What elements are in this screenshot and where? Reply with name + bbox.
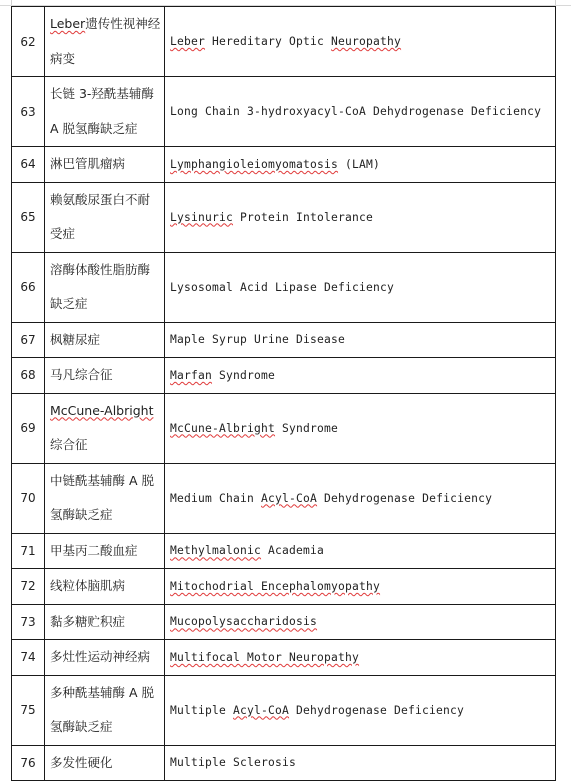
row-number: 74	[12, 640, 45, 676]
english-name-cell	[165, 745, 556, 781]
row-number: 63	[12, 77, 45, 147]
table-row	[12, 604, 556, 640]
ruler-tick	[11, 0, 12, 5]
chinese-name-cell	[45, 569, 165, 605]
table-row	[12, 7, 556, 77]
english-name-text: Mucopolysaccharidosis	[170, 615, 318, 629]
english-name-cell	[165, 77, 556, 147]
row-number: 70	[12, 463, 45, 533]
chinese-name-text: 中链酰基辅酶 A 脱氢酶缺乏症	[50, 472, 154, 522]
table-row	[12, 252, 556, 322]
row-number: 62	[12, 7, 45, 77]
row-number: 68	[12, 358, 45, 394]
chinese-name-cell	[45, 463, 165, 533]
chinese-name-cell	[45, 640, 165, 676]
english-name-text: Syndrome	[212, 368, 276, 382]
english-name-cell	[165, 7, 556, 77]
english-name-cell	[165, 463, 556, 533]
english-name-cell	[165, 640, 556, 676]
english-name-text: Lysinuric	[170, 210, 234, 224]
row-number: 66	[12, 252, 45, 322]
table-row	[12, 322, 556, 358]
chinese-name-text: Leber	[50, 16, 86, 31]
english-name-text: Acyl-CoA	[233, 703, 290, 717]
row-number: 67	[12, 322, 45, 358]
chinese-name-text: 多种酰基辅酶 A 脱氢酶缺乏症	[50, 684, 154, 734]
table-row	[12, 745, 556, 781]
english-name-text: Marfan	[170, 368, 213, 382]
english-name-cell	[165, 604, 556, 640]
chinese-name-text: 赖氨酸尿蛋白不耐受症	[50, 191, 151, 241]
chinese-name-text: 遗传性视神经病变	[50, 16, 161, 66]
chinese-name-cell	[45, 147, 165, 183]
chinese-name-text: 枫糖尿症	[50, 331, 101, 347]
row-number: 73	[12, 604, 45, 640]
table-row	[12, 569, 556, 605]
chinese-name-cell	[45, 7, 165, 77]
english-name-text: McCune-Albright	[170, 421, 276, 435]
english-name-cell	[165, 322, 556, 358]
chinese-name-cell	[45, 604, 165, 640]
chinese-name-cell	[45, 393, 165, 463]
chinese-name-cell	[45, 252, 165, 322]
row-number: 65	[12, 182, 45, 252]
row-number: 69	[12, 393, 45, 463]
english-name-text: Methylmalonic	[170, 544, 262, 558]
chinese-name-cell	[45, 182, 165, 252]
row-number: 72	[12, 569, 45, 605]
chinese-name-text: 长链 3-羟酰基辅酶 A 脱氢酶缺乏症	[50, 86, 154, 136]
english-name-text: Mitochodrial Encephalomyopathy	[170, 579, 381, 593]
chinese-name-cell	[45, 322, 165, 358]
table-row	[12, 393, 556, 463]
table-row	[12, 675, 556, 745]
english-name-text: (LAM)	[338, 157, 381, 171]
english-name-cell	[165, 147, 556, 183]
english-name-text: Long Chain 3-hydroxyacyl-CoA Dehydrogenase Deficiency	[170, 105, 542, 118]
table-row	[12, 358, 556, 394]
chinese-name-text: McCune-Albright	[50, 402, 154, 418]
english-name-text: Neuropathy	[331, 35, 402, 48]
english-name-cell	[165, 182, 556, 252]
rare-disease-table	[11, 6, 556, 781]
english-name-text: Lysosomal Acid Lipase Deficiency	[170, 280, 395, 294]
chinese-name-cell	[45, 675, 165, 745]
row-number: 75	[12, 675, 45, 745]
chinese-name-text: 综合征	[50, 437, 88, 452]
english-name-cell	[165, 569, 556, 605]
english-name-cell	[165, 533, 556, 569]
english-name-cell	[165, 252, 556, 322]
english-name-text: Multiple	[170, 703, 234, 717]
chinese-name-text: 淋巴管肌瘤病	[50, 156, 126, 171]
chinese-name-text: 马凡综合征	[50, 367, 113, 382]
table-row	[12, 640, 556, 676]
chinese-name-cell	[45, 358, 165, 394]
english-name-text: Protein Intolerance	[233, 210, 374, 224]
english-name-cell	[165, 675, 556, 745]
english-name-text: Syndrome	[275, 421, 339, 435]
english-name-cell	[165, 393, 556, 463]
chinese-name-text: 溶酶体酸性脂肪酶缺乏症	[50, 261, 151, 311]
chinese-name-text: 多发性硬化	[50, 754, 113, 770]
english-name-text: Academia	[261, 544, 325, 558]
english-name-cell	[165, 358, 556, 394]
table-row	[12, 147, 556, 183]
english-name-text: Acyl-CoA	[261, 491, 318, 505]
chinese-name-text: 黏多糖贮积症	[50, 613, 126, 629]
english-name-text: Dehydrogenase Deficiency	[317, 491, 493, 505]
chinese-name-text: 甲基丙二酸血症	[50, 542, 138, 558]
english-name-text: Multifocal Motor Neuropathy	[170, 650, 360, 664]
row-number: 71	[12, 533, 45, 569]
ruler-tick	[555, 0, 556, 5]
row-number: 64	[12, 147, 45, 183]
english-name-text: Medium Chain	[170, 491, 262, 505]
row-number: 76	[12, 745, 45, 781]
chinese-name-cell	[45, 77, 165, 147]
english-name-text: Dehydrogenase Deficiency	[289, 703, 465, 717]
chinese-name-text: 多灶性运动神经病	[50, 649, 151, 664]
table-row	[12, 77, 556, 147]
table-body	[12, 7, 556, 781]
english-name-text: Maple Syrup Urine Disease	[170, 333, 346, 347]
table-row	[12, 533, 556, 569]
english-name-text: Leber	[170, 35, 206, 48]
chinese-name-cell	[45, 745, 165, 781]
table-row	[12, 182, 556, 252]
chinese-name-text: 线粒体脑肌病	[50, 578, 126, 593]
english-name-text: Multiple Sclerosis	[170, 756, 297, 770]
english-name-text: Lymphangioleiomyomatosis	[170, 157, 339, 171]
chinese-name-cell	[45, 533, 165, 569]
english-name-text: Hereditary Optic	[205, 35, 332, 48]
table-row	[12, 463, 556, 533]
